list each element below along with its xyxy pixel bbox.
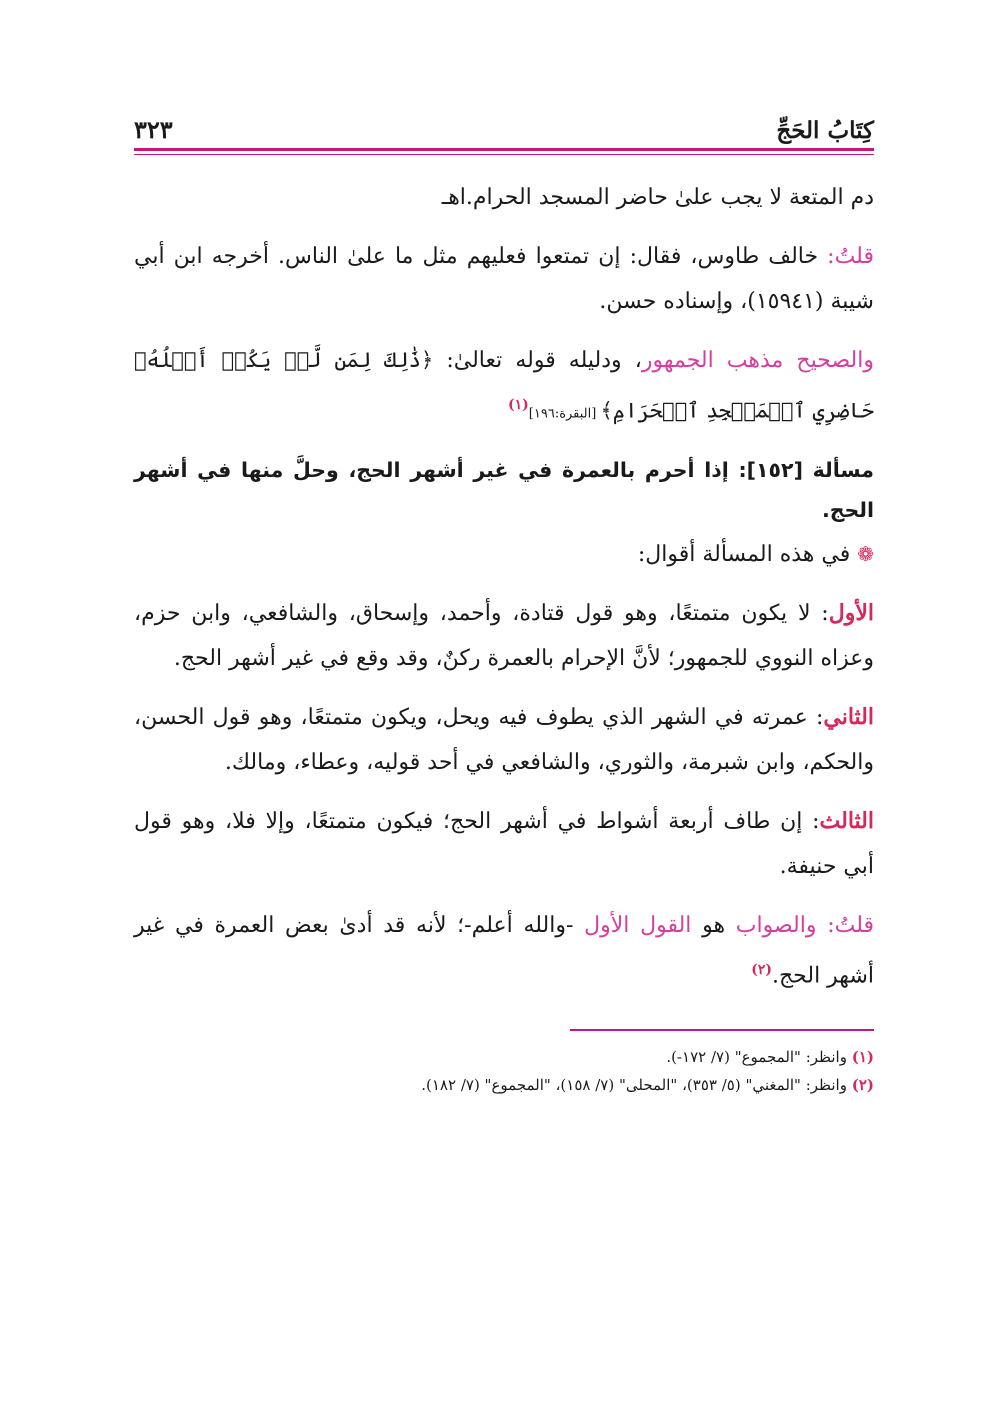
- first-text: : لا يكون متمتعًا، وهو قول قتادة، وأحمد، وإسحاق، والشافعي، وابن حزم، وعزاه النووي للجمهور؛ لأنَّ الإحرام بالعمرة ركنٌ، وقد وقع في غير أشهر الحج.: [134, 601, 874, 672]
- footnote-ref-1[interactable]: (١): [508, 397, 529, 413]
- book-page: [134, 108, 874, 1099]
- first-opinion-label: القول الأول: [584, 913, 692, 939]
- intro-text: في هذه المسألة أقوال:: [637, 542, 858, 568]
- footnote-1: [134, 1043, 874, 1071]
- third-text: : إن طاف أربعة أشواط في أشهر الحج؛ فيكون متمتعًا، وإلا فلا، وهو قول أبي حنيفة.: [134, 809, 874, 880]
- opinion-third: [134, 799, 874, 889]
- conclusion: [134, 903, 874, 998]
- paragraph-2-text: خالف طاوس، فقال: إن تمتعوا فعليهم مثل ما علىٰ الناس. أخرجه ابن أبي شيبة (١٥٩٤١)، وإسناده حسن.: [134, 244, 874, 314]
- qultu-label: قلتُ:: [827, 244, 874, 269]
- footnote-1-number: (١): [851, 1047, 874, 1066]
- second-text: : عمرته في الشهر الذي يطوف فيه ويحل، ويكون متمتعًا، وهو قول الحسن، والحكم، وابن شبرمة، والثوري، والشافعي في أحد قوليه، وعطاء، ومالك.: [134, 705, 874, 776]
- footnote-separator: [570, 1029, 874, 1031]
- page-number: ٣٢٣: [134, 115, 173, 144]
- verse-reference: [البقرة:١٩٦]: [528, 406, 601, 422]
- paragraph-1-text: دم المتعة لا يجب علىٰ حاضر المسجد الحرام.اهـ: [441, 185, 874, 210]
- flower-icon: ❁: [857, 542, 874, 567]
- opinion-first: [134, 591, 874, 681]
- paragraph-1: [134, 175, 874, 220]
- intro-line: [134, 532, 874, 577]
- issue-heading: مسألة [١٥٢]: إذا أحرم بالعمرة في غير أشهر الحج، وحلَّ منها في أشهر الحج.: [134, 458, 874, 523]
- book-title: كِتَابُ الحَجِّ: [776, 117, 874, 144]
- page-body: [134, 175, 874, 1099]
- second-label: الثاني: [823, 704, 874, 731]
- conclusion-text-2: -والله أعلم-؛ لأنه قد أدىٰ بعض العمرة في غير أشهر الحج.: [134, 913, 874, 989]
- footnote-2: [134, 1071, 874, 1099]
- majority-view-label: والصحيح مذهب الجمهور: [641, 348, 874, 373]
- paragraph-3-text: ، ودليله قوله تعالىٰ:: [433, 348, 642, 373]
- paragraph-3: [134, 338, 874, 436]
- correct-label: والصواب: [735, 913, 828, 939]
- third-label: الثالث: [819, 808, 874, 835]
- conclusion-text-1: هو: [691, 913, 736, 939]
- paragraph-2: [134, 234, 874, 324]
- qultu-label-2: قلتُ:: [827, 913, 875, 939]
- first-label: الأول: [828, 600, 874, 627]
- header-rule-thick: [134, 148, 874, 151]
- footnote-2-number: (٢): [851, 1075, 874, 1094]
- opinion-second: [134, 695, 874, 785]
- quran-verse: ﴿ذَٰلِكَ لِمَن لَّمۡ يَكُنۡ أَهۡلُهُۥ حَاضِرِي ٱلۡمَسۡجِدِ ٱلۡحَرَامِ﴾: [134, 348, 874, 423]
- footnote-2-text: وانظر: "المغني" (٥/ ٣٥٣)، "المحلى" (٧/ ١٥٨)، "المجموع" (٧/ ١٨٢).: [421, 1075, 852, 1094]
- header-rule-thin: [134, 154, 874, 155]
- page-header: [134, 108, 874, 144]
- footnote-ref-2[interactable]: (٢): [751, 962, 772, 979]
- footnote-1-text: وانظر: "المجموع" (٧/ ١٧٢-).: [666, 1047, 852, 1066]
